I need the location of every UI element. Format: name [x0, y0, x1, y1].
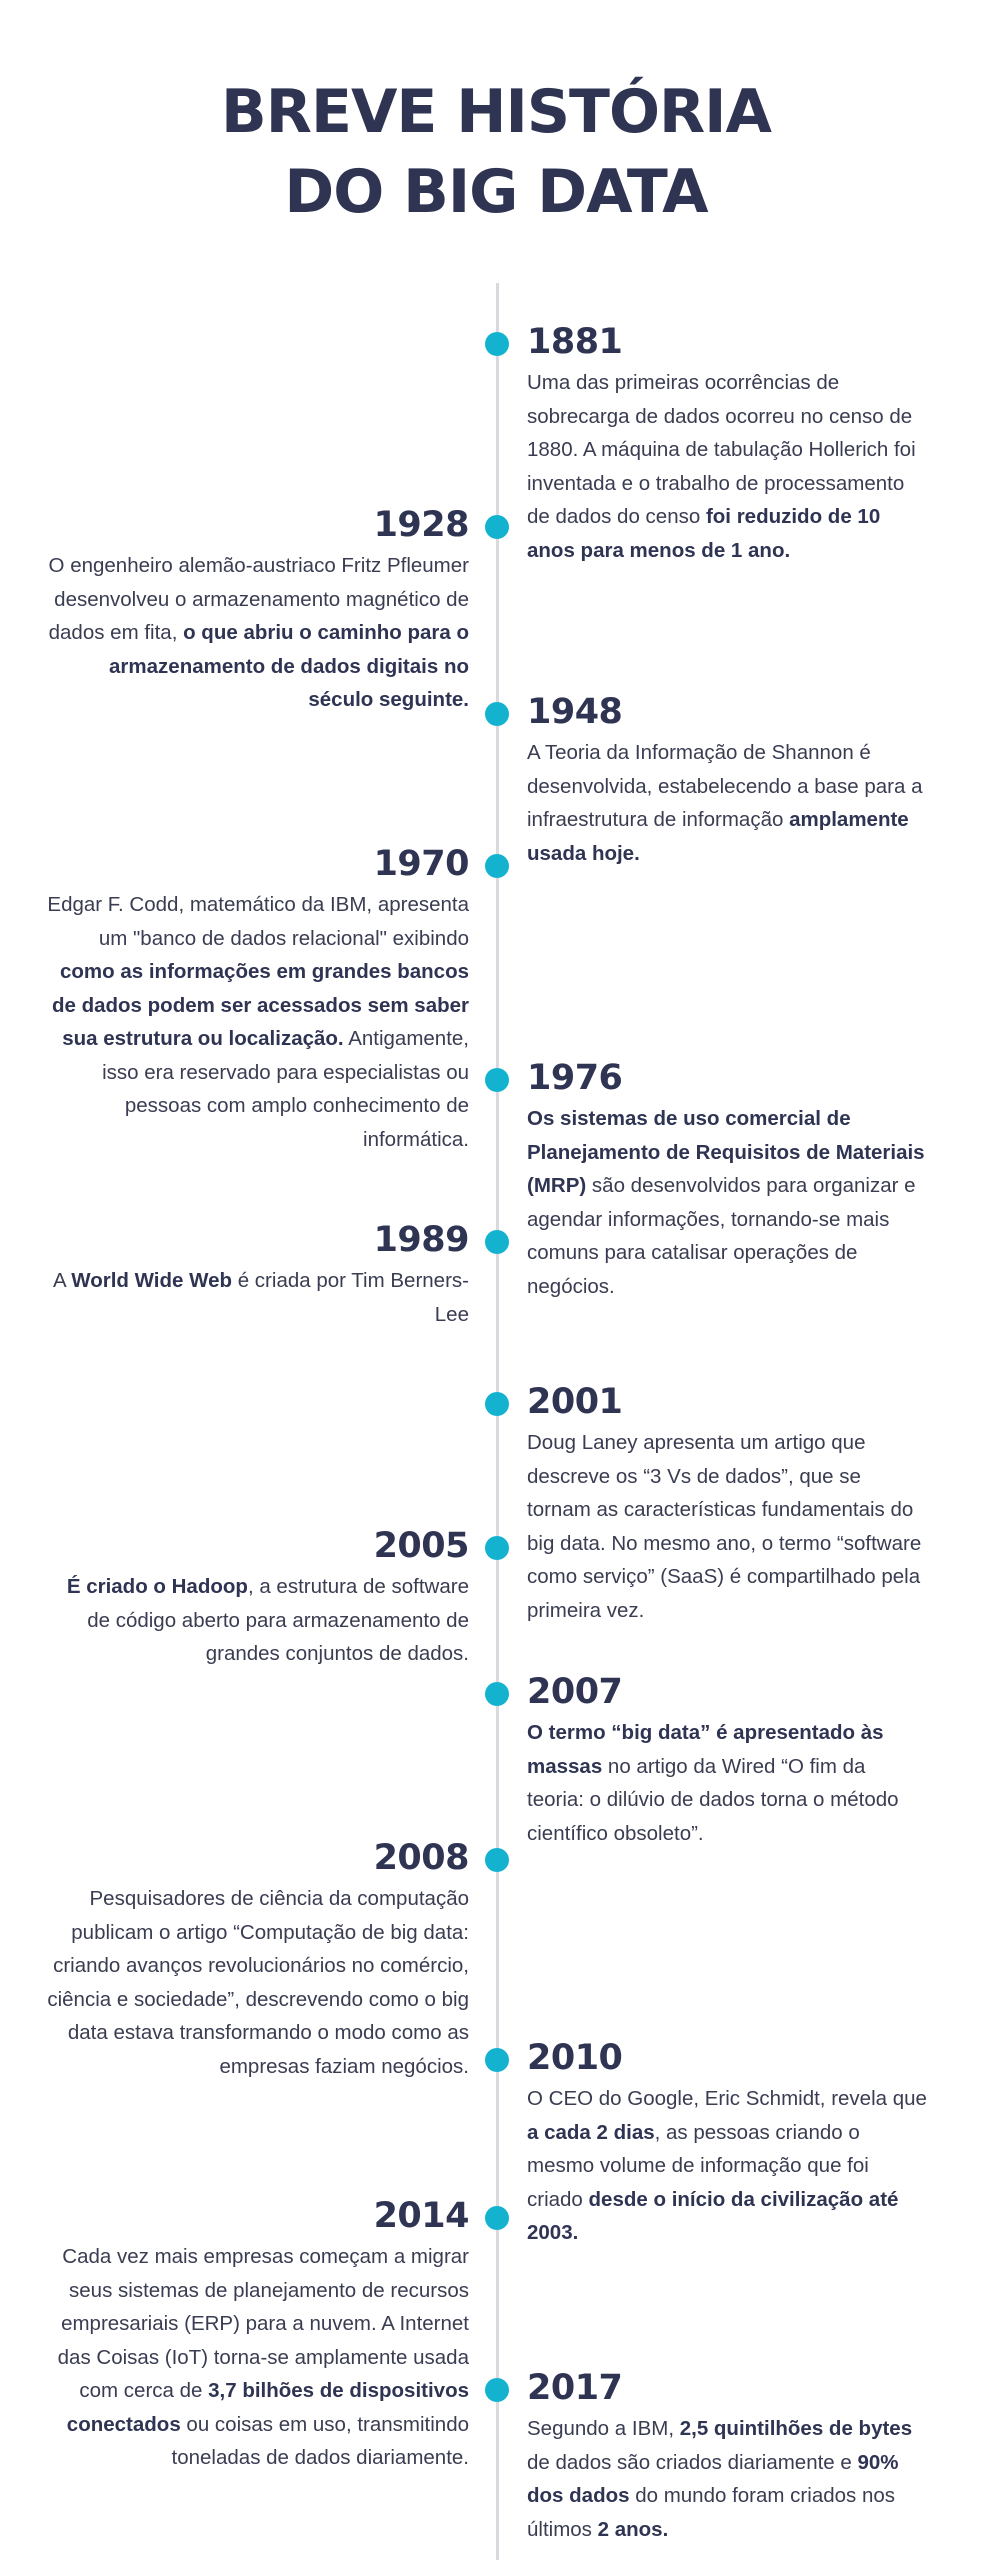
timeline-marker-2001: [485, 1392, 509, 1416]
event-highlight: como as informações em grandes bancos de dados podem ser acessados sem saber sua estrutura ou localização.: [51, 960, 469, 1050]
timeline-event-1948: [527, 692, 927, 870]
event-text: A: [52, 1269, 72, 1292]
event-highlight: 3,7 bilhões de dispositivos conectados: [66, 2379, 469, 2436]
timeline-event-2005: [40, 1526, 469, 1671]
event-description: [527, 2412, 927, 2546]
event-year: 1928: [373, 505, 469, 545]
event-text: Segundo a IBM,: [527, 2417, 680, 2440]
event-text: Edgar F. Codd, matemático da IBM, apresenta um "banco de dados relacional" exibindo: [47, 893, 469, 950]
event-text: A Teoria da Informação de Shannon é desenvolvida, estabelecendo a base para a infraestrutura de informação: [527, 741, 923, 831]
timeline-marker-1948: [485, 702, 509, 726]
timeline-event-1928: [40, 505, 469, 717]
timeline-marker-1881: [485, 332, 509, 356]
timeline-event-1881: [527, 322, 927, 567]
event-description: [527, 736, 927, 870]
event-text: Antigamente, isso era reservado para especialistas ou pessoas com amplo conhecimento de informática.: [102, 1027, 469, 1151]
event-highlight: a cada 2 dias: [527, 2120, 655, 2144]
event-year: 2001: [527, 1382, 623, 1422]
title-line-2: DO BIG DATA: [284, 157, 708, 227]
event-year: 1989: [373, 1220, 469, 1260]
event-year: 1976: [527, 1058, 623, 1098]
event-description: [40, 1570, 469, 1671]
event-text: de dados são criados diariamente e: [527, 2450, 858, 2474]
timeline-marker-2005: [485, 1536, 509, 1560]
event-text: Doug Laney apresenta um artigo que descreve os “3 Vs de dados”, que se tornam as características fundamentais do big data. No mesmo ano, o termo “software como serviço” (SaaS) é compartilhado pela primeira vez.: [527, 1431, 922, 1622]
timeline-marker-2007: [485, 1682, 509, 1706]
event-text: são desenvolvidos para organizar e agendar informações, tornando-se mais comuns para catalisar operações de negócios.: [527, 1174, 916, 1298]
event-description: [40, 1882, 469, 2083]
event-text: ou coisas em uso, transmitindo toneladas de dados diariamente.: [171, 2412, 469, 2469]
event-highlight: 2 anos.: [597, 2517, 669, 2541]
timeline-event-1989: [40, 1220, 469, 1331]
event-description: [40, 1264, 469, 1331]
event-year: 1881: [527, 322, 623, 362]
event-year: 2008: [373, 1838, 469, 1878]
timeline-event-2007: [527, 1672, 927, 1850]
timeline-event-2014: [40, 2196, 469, 2475]
page-title: [0, 72, 992, 232]
event-description: [40, 2240, 469, 2475]
timeline-event-1970: [40, 844, 469, 1156]
timeline-marker-2017: [485, 2378, 509, 2402]
event-text: O engenheiro alemão-austriaco Fritz Pfleumer desenvolveu o armazenamento magnético de dados em fita,: [48, 554, 469, 644]
title-line-1: BREVE HISTÓRIA: [221, 77, 771, 147]
event-text: no artigo da Wired “O fim da teoria: o dilúvio de dados torna o método científico obsoleto”.: [527, 1754, 899, 1845]
timeline-event-2010: [527, 2038, 927, 2250]
event-highlight: 2,5 quintilhões de bytes: [679, 2417, 913, 2440]
event-highlight: Os sistemas de uso comercial de Planejamento de Requisitos de Materiais (MRP): [527, 1107, 925, 1197]
event-description: [40, 888, 469, 1156]
event-text: do mundo foram criados nos últimos: [527, 2484, 896, 2541]
event-highlight: É criado o Hadoop: [66, 1575, 248, 1598]
event-year: 2007: [527, 1672, 623, 1712]
timeline-event-2001: [527, 1382, 927, 1627]
event-highlight: World Wide Web: [71, 1269, 233, 1292]
timeline-marker-1989: [485, 1230, 509, 1254]
timeline-event-2017: [527, 2368, 927, 2546]
event-description: [527, 1426, 927, 1627]
event-year: 2017: [527, 2368, 623, 2408]
event-description: [527, 366, 927, 567]
event-description: [527, 1102, 927, 1303]
event-highlight: foi reduzido de 10 anos para menos de 1 ano.: [527, 505, 881, 562]
event-year: 1970: [373, 844, 469, 884]
event-year: 1948: [527, 692, 623, 732]
event-highlight: o que abriu o caminho para o armazenamento de dados digitais no século seguinte.: [109, 621, 469, 711]
event-highlight: O termo “big data” é apresentado às massas: [527, 1721, 884, 1778]
event-text: , a estrutura de software de código aberto para armazenamento de grandes conjuntos de dados.: [87, 1575, 469, 1665]
event-description: [527, 1716, 927, 1850]
event-year: 2010: [527, 2038, 623, 2078]
event-year: 2005: [373, 1526, 469, 1566]
timeline-marker-1976: [485, 1068, 509, 1092]
timeline-marker-1970: [485, 854, 509, 878]
timeline-marker-1928: [485, 515, 509, 539]
event-text: , as pessoas criando o mesmo volume de informação que foi criado: [527, 2120, 869, 2211]
timeline-marker-2010: [485, 2048, 509, 2072]
timeline-marker-2008: [485, 1848, 509, 1872]
event-year: 2014: [373, 2196, 469, 2236]
event-text: O CEO do Google, Eric Schmidt, revela que: [527, 2087, 927, 2110]
timeline-marker-2014: [485, 2206, 509, 2230]
event-highlight: desde o início da civilização até 2003.: [527, 2187, 899, 2244]
event-text: Uma das primeiras ocorrências de sobrecarga de dados ocorreu no censo de 1880. A máquina de tabulação Hollerich foi inventada e o trabalho de processamento de dados do censo: [527, 371, 916, 528]
event-description: [40, 549, 469, 717]
event-description: [527, 2082, 927, 2250]
event-text: Pesquisadores de ciência da computação publicam o artigo “Computação de big data: criando avanços revolucionários no comércio, ciência e sociedade”, descrevendo como o big data estava transformando o modo como as empresas faziam negócios.: [47, 1887, 469, 2078]
event-text: Cada vez mais empresas começam a migrar seus sistemas de planejamento de recursos empresariais (ERP) para a nuvem. A Internet das Coisas (IoT) torna-se amplamente usada com cerca de: [57, 2245, 469, 2402]
timeline-event-2008: [40, 1838, 469, 2083]
event-highlight: amplamente usada hoje.: [527, 808, 909, 865]
event-highlight: 90% dos dados: [527, 2450, 899, 2507]
timeline-event-1976: [527, 1058, 927, 1303]
event-text: é criada por Tim Berners-Lee: [232, 1269, 469, 1326]
